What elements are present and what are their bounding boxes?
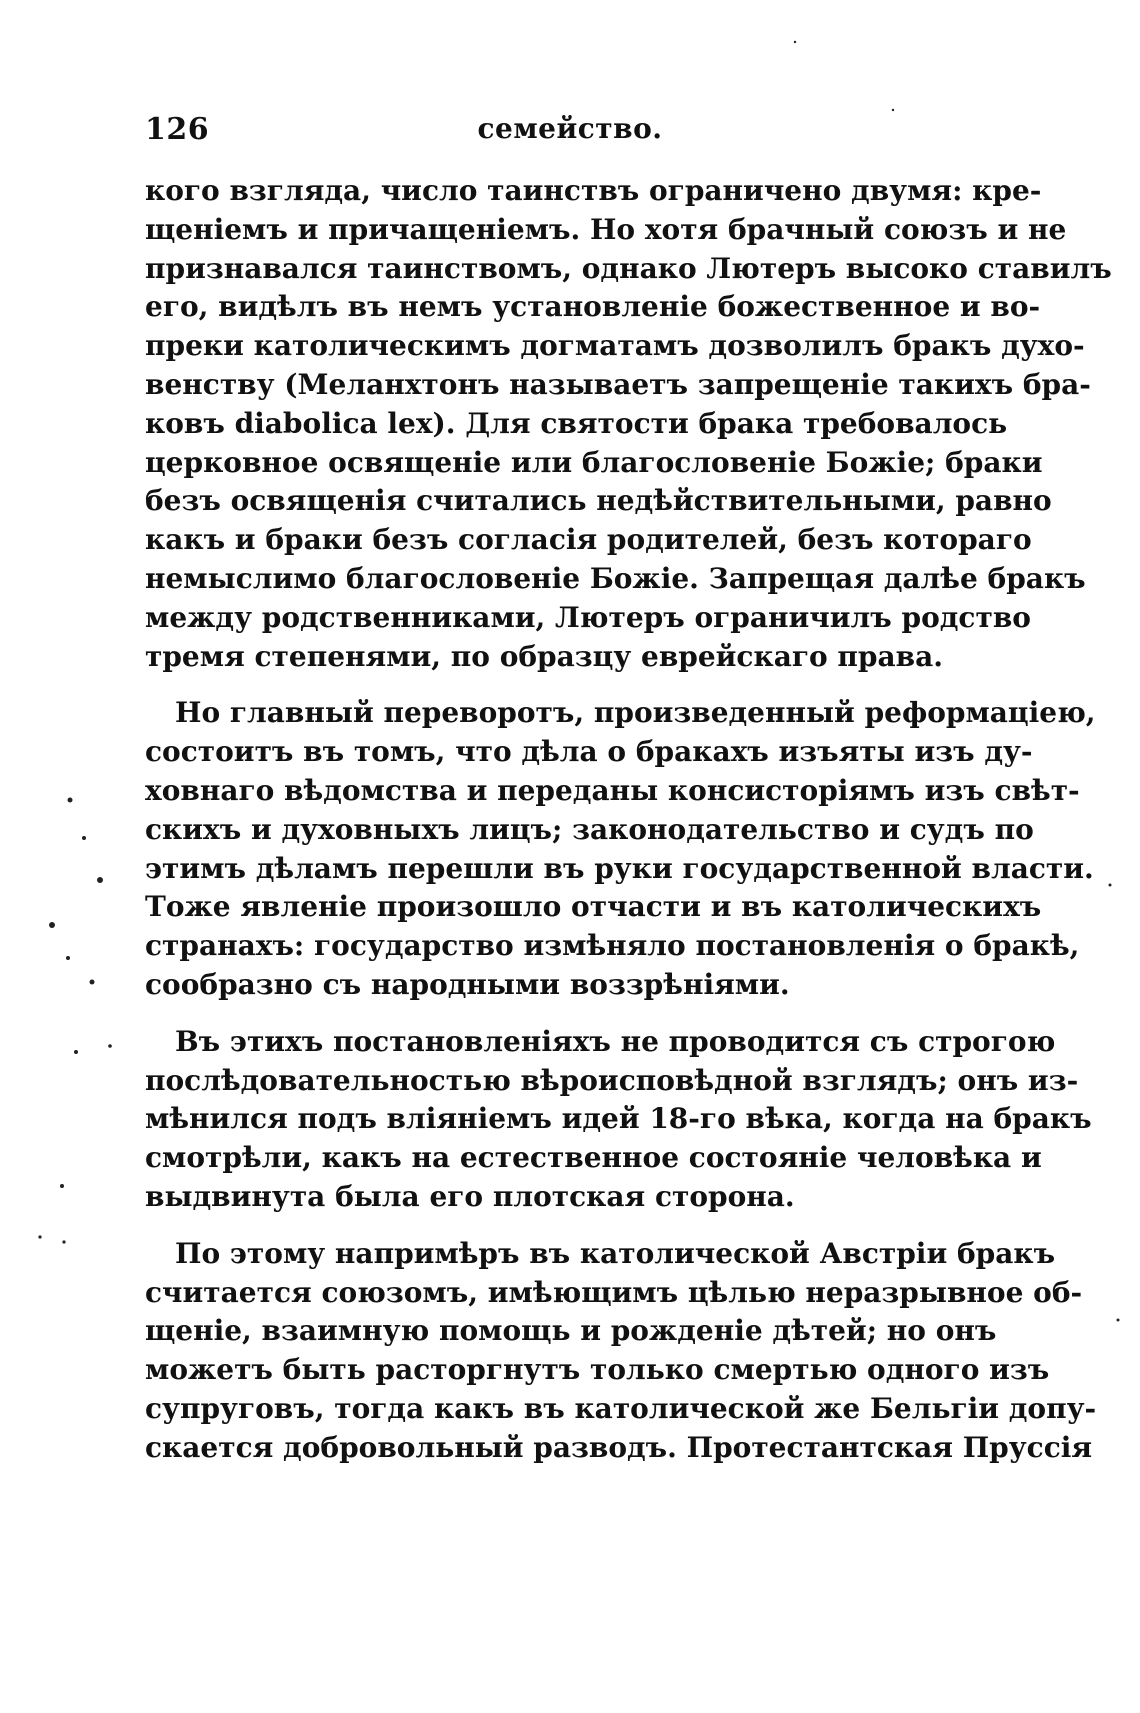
text-line: сообразно съ народными воззрѣніями. (145, 967, 790, 1001)
speck (68, 798, 73, 803)
text-line: тремя степенями, по образцу еврейскаго права. (145, 639, 943, 673)
speck (1117, 1319, 1120, 1322)
text-line: преки католическимъ догматамъ дозволилъ бракъ духо- (145, 329, 1085, 363)
text-line: странахъ: государство измѣняло постановленія о бракѣ, (145, 929, 1080, 963)
speck (97, 877, 103, 883)
paragraph-1 (145, 172, 1112, 676)
text-line: скается добровольный разводъ. Протестантская Пруссія (145, 1430, 1093, 1464)
text-line: можетъ быть расторгнутъ только смертью одного изъ (145, 1353, 1050, 1387)
speck (82, 836, 86, 840)
speck (74, 1050, 78, 1054)
speck (66, 956, 70, 960)
speck (90, 980, 95, 985)
text-line: Тоже явленіе произошло отчасти и въ католическихъ (145, 890, 1042, 924)
running-title: семейство. (477, 112, 663, 145)
text-line: послѣдовательностью вѣроисповѣдной взглядъ; онъ из- (145, 1063, 1079, 1097)
text-line: смотрѣли, какъ на естественное состояніе человѣка и (145, 1141, 1042, 1175)
speck (108, 1044, 112, 1048)
text-line: мѣнился подъ вліяніемъ идей 18-го вѣка, когда на бракъ (145, 1102, 1092, 1136)
speck (892, 109, 894, 111)
text-line: выдвинута была его плотская сторона. (145, 1179, 795, 1213)
paragraph-3 (145, 1023, 1092, 1217)
text-line: щеніе, взаимную помощь и рожденіе дѣтей; но онъ (145, 1314, 997, 1348)
speck (38, 1235, 41, 1238)
text-line: Но главный переворотъ, произведенный реформаціею, (175, 696, 1096, 730)
speck (62, 1240, 65, 1243)
text-line: состоитъ въ томъ, что дѣла о бракахъ изъяты изъ ду- (145, 735, 1033, 769)
speck (794, 41, 796, 43)
text-line: этимъ дѣламъ перешли въ руки государственной власти. (145, 851, 1094, 885)
page-header (145, 112, 995, 152)
text-line: его, видѣлъ въ немъ установленіе божественное и во- (145, 290, 1041, 324)
text-line: между родственниками, Лютеръ ограничилъ родство (145, 600, 1031, 634)
paragraph-2 (145, 694, 1096, 1004)
text-line: венству (Меланхтонъ называетъ запрещеніе такихъ бра- (145, 367, 1091, 401)
text-line: какъ и браки безъ согласія родителей, безъ котораго (145, 523, 1032, 557)
text-line: По этому напримѣръ въ католической Австріи бракъ (175, 1236, 1056, 1270)
text-line: скихъ и духовныхъ лицъ; законодательство и судъ по (145, 812, 1034, 846)
text-line: ковъ diabolica lex). Для святости брака требовалось (145, 406, 1008, 440)
page-number: 126 (145, 112, 210, 147)
paragraph-4 (145, 1235, 1097, 1468)
text-line: щеніемъ и причащеніемъ. Но хотя брачный союзъ и не (145, 212, 1067, 246)
text-line: Въ этихъ постановленіяхъ не проводится съ строгою (175, 1024, 1056, 1058)
speck (49, 922, 55, 928)
text-line: безъ освященія считались недѣйствительными, равно (145, 484, 1052, 518)
text-line: церковное освященіе или благословеніе Божіе; браки (145, 445, 1043, 479)
speck (1109, 884, 1112, 887)
text-line: признавался таинствомъ, однако Лютеръ высоко ставилъ (145, 251, 1112, 285)
speck (60, 1184, 64, 1188)
text-line: ховнаго вѣдомства и переданы консисторіямъ изъ свѣт- (145, 773, 1080, 807)
text-line: супруговъ, тогда какъ въ католической же Бельгіи допу- (145, 1391, 1097, 1425)
body-text (145, 172, 1112, 1468)
text-line: немыслимо благословеніе Божіе. Запрещая далѣе бракъ (145, 561, 1086, 595)
text-line: кого взгляда, число таинствъ ограничено двумя: кре- (145, 174, 1042, 207)
text-line: считается союзомъ, имѣющимъ цѣлью неразрывное об- (145, 1275, 1083, 1309)
